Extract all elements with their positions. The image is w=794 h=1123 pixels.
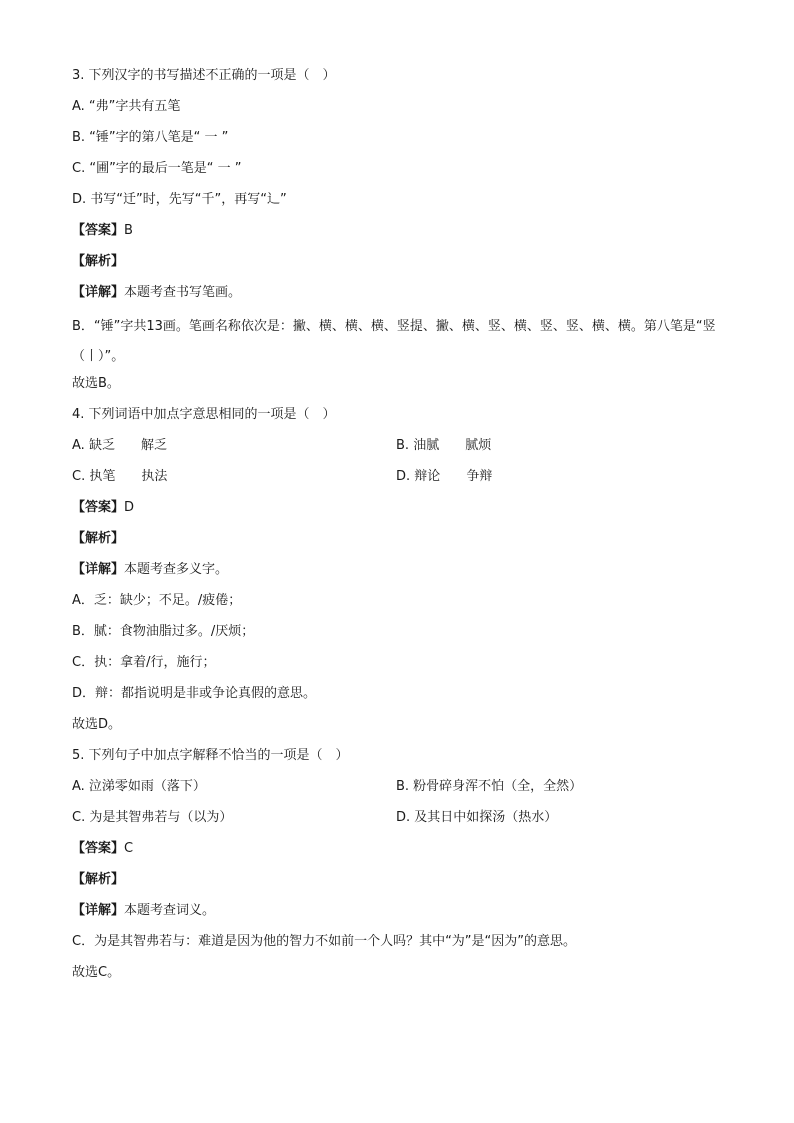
answer-value: C (124, 841, 134, 856)
q5-option-b: B. 粉骨碎身浑不怕（全，全然） (396, 779, 583, 794)
q4-explain-c: C．执：拿着/行，施行； (72, 655, 216, 670)
q3-analysis-tag (72, 250, 732, 281)
q4-option-a (72, 438, 167, 453)
option-letter: B. (396, 438, 410, 453)
detail-text: 本题考查多义字。 (124, 562, 229, 577)
q3-option-a: A. “弗”字共有五笔 (72, 99, 181, 114)
answer-value: B (124, 223, 133, 238)
q4-options-row-1 (72, 434, 732, 465)
q3-stem: 3. 下列汉字的书写描述不正确的一项是（ ） (72, 68, 336, 83)
q4-explain-b: B．腻：食物油脂过多。/厌烦； (72, 624, 255, 639)
q5-options-row-1 (72, 775, 732, 806)
detail-text: 本题考查词义。 (124, 903, 216, 918)
answer-tag: 【答案】 (72, 841, 125, 856)
option-word: 辩论 (414, 469, 441, 484)
q3-option-b: B. “锤”字的第八笔是“ 一 ” (72, 130, 229, 145)
option-word: 油腻 (413, 438, 440, 453)
document-page (72, 64, 732, 992)
q5-option-a: A. 泣涕零如雨（落下） (72, 779, 206, 794)
q5-answer-line (72, 837, 732, 868)
q4-options-row-2 (72, 465, 732, 496)
option-word: 执法 (141, 469, 168, 484)
option-word: 缺乏 (88, 438, 115, 453)
q3-detail-line (72, 281, 732, 312)
q3-explain: B．“锤”字共13画。笔画名称依次是：撇、横、横、横、竖提、撇、横、竖、横、竖、竖、横、横。第八笔是“竖（丨）”。 (72, 319, 716, 364)
option-letter: C. (72, 469, 86, 484)
q5-detail-line (72, 899, 732, 930)
option-letter: A. (72, 438, 85, 453)
q5-option-c: C. 为是其智弗若与（以为） (72, 810, 233, 825)
q5-options-row-2 (72, 806, 732, 837)
q4-stem: 4. 下列词语中加点字意思相同的一项是（ ） (72, 407, 336, 422)
q4-explain-a: A．乏：缺少；不足。/疲倦； (72, 593, 242, 608)
q4-analysis-tag (72, 527, 732, 558)
q5-analysis-tag (72, 868, 732, 899)
q5-option-d: D. 及其日中如探汤（热水） (396, 810, 558, 825)
answer-tag: 【答案】 (72, 223, 125, 238)
q5-stem: 5. 下列句子中加点字解释不恰当的一项是（ ） (72, 748, 349, 763)
answer-value: D (124, 500, 135, 515)
option-word: 争辩 (466, 469, 493, 484)
q3-answer-line (72, 219, 732, 250)
q4-answer-line (72, 496, 732, 527)
answer-tag: 【答案】 (72, 500, 125, 515)
detail-tag: 【详解】 (72, 562, 125, 577)
q4-explain-d: D．辩：都指说明是非或争论真假的意思。 (72, 686, 317, 701)
option-letter: D. (396, 469, 411, 484)
q5-explain: C．为是其智弗若与：难道是因为他的智力不如前一个人吗？其中“为”是“因为”的意思。 (72, 934, 577, 949)
q3-conclusion: 故选B。 (72, 376, 120, 391)
analysis-tag: 【解析】 (72, 254, 125, 269)
q4-option-d (396, 465, 492, 489)
option-word: 执笔 (89, 469, 116, 484)
q4-option-c (72, 469, 167, 484)
q3-option-d: D. 书写“迁”时，先写“千”，再写“辶” (72, 192, 287, 207)
q3-option-c: C. “圃”字的最后一笔是“ 一 ” (72, 161, 242, 176)
q4-conclusion: 故选D。 (72, 717, 122, 732)
option-word: 腻烦 (465, 438, 492, 453)
analysis-tag: 【解析】 (72, 872, 125, 887)
detail-tag: 【详解】 (72, 285, 125, 300)
detail-text: 本题考查书写笔画。 (124, 285, 242, 300)
option-word: 解乏 (140, 438, 167, 453)
detail-tag: 【详解】 (72, 903, 125, 918)
q5-conclusion: 故选C。 (72, 965, 121, 980)
analysis-tag: 【解析】 (72, 531, 125, 546)
q4-option-b (396, 434, 491, 458)
q4-detail-line (72, 558, 732, 589)
